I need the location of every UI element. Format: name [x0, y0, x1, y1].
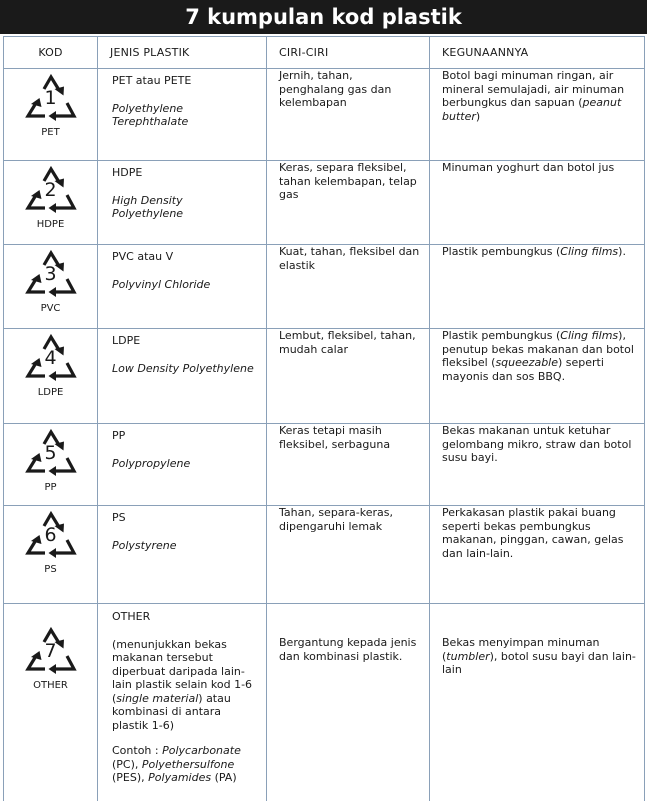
description-text: (menunjukkan bekas makanan tersebut diperbuat daripada lain-lain plastik selain kod 1-6 ( — [112, 637, 253, 705]
kod-cell — [4, 329, 98, 424]
kegunaan-text: Plastik pembungkus ( — [442, 329, 561, 342]
plastic-abbr: PP — [112, 429, 126, 442]
kegunaan-text: ) seperti mayonis dan sos BBQ. — [442, 356, 604, 383]
table-row — [4, 69, 645, 161]
kegunaan-italic: Cling films — [560, 329, 619, 342]
kegunaan-cell — [430, 161, 645, 245]
kod-cell — [4, 506, 98, 604]
example-text: (PA) — [211, 771, 237, 784]
code-label: PP — [44, 481, 57, 493]
example-text: (PC), — [112, 757, 142, 771]
kegunaan-cell — [430, 424, 645, 506]
kegunaan-text: ). — [618, 245, 626, 258]
plastic-abbr: HDPE — [112, 166, 143, 179]
example-italic: Polycarbonate — [162, 744, 241, 757]
kegunaan-text: ), botol susu bayi dan lain-lain — [442, 649, 636, 676]
plastic-fullname: Polyvinyl Chloride — [112, 277, 211, 291]
ciri-cell: Keras tetapi masih fleksibel, serbaguna — [267, 424, 430, 506]
plastic-abbr: OTHER — [112, 610, 151, 623]
recycling-symbol-icon — [23, 165, 79, 217]
code-number: 2 — [44, 179, 57, 201]
plastic-fullname: Low Density Polyethylene — [112, 361, 254, 375]
example-text: Contoh : — [112, 744, 163, 757]
jenis-cell — [98, 245, 267, 329]
jenis-cell — [98, 604, 267, 801]
code-number: 6 — [44, 524, 57, 546]
code-number: 5 — [44, 442, 57, 464]
table-row — [4, 424, 645, 506]
kegunaan-text: Perkakasan plastik pakai buang seperti bekas pembungkus makanan, pinggan, cawan, gelas dan lain-lain. — [442, 506, 624, 560]
kegunaan-text: Bekas menyimpan minuman ( — [442, 636, 600, 663]
kegunaan-cell — [430, 506, 645, 604]
jenis-cell — [98, 506, 267, 604]
kegunaan-cell — [430, 604, 645, 801]
header-ciri: CIRI-CIRI — [267, 37, 430, 69]
kegunaan-text: Minuman yoghurt dan botol jus — [442, 161, 615, 174]
kegunaan-italic: squeezable — [495, 356, 558, 369]
jenis-cell — [98, 424, 267, 506]
code-number: 7 — [44, 640, 57, 662]
recycling-symbol-icon — [23, 626, 79, 678]
kegunaan-cell — [430, 329, 645, 424]
plastic-description — [112, 638, 256, 733]
plastic-fullname: Polypropylene — [112, 456, 191, 470]
code-label: PS — [44, 563, 57, 575]
kegunaan-text: ) — [475, 109, 481, 123]
code-label: PET — [41, 126, 60, 138]
recycling-symbol-icon — [23, 428, 79, 480]
table-row — [4, 245, 645, 329]
jenis-cell — [98, 329, 267, 424]
recycling-symbol-icon — [23, 510, 79, 562]
table-header-row — [4, 37, 645, 69]
jenis-cell — [98, 161, 267, 245]
example-text: (PES), — [112, 771, 149, 784]
kegunaan-text: Plastik pembungkus ( — [442, 245, 561, 258]
plastic-fullname: Polyethylene Terephthalate — [112, 101, 189, 128]
header-jenis: JENIS PLASTIK — [98, 37, 267, 69]
description-italic: single material — [116, 691, 199, 705]
kegunaan-cell — [430, 69, 645, 161]
code-label: PVC — [40, 302, 61, 314]
ciri-cell: Jernih, tahan, penghalang gas dan kelembapan — [267, 69, 430, 161]
kod-cell — [4, 604, 98, 801]
plastic-fullname: High Density Polyethylene — [112, 193, 184, 220]
header-kegunaan: KEGUNAANNYA — [430, 37, 645, 69]
plastic-fullname: Polystyrene — [112, 538, 177, 552]
plastic-abbr: PS — [112, 511, 126, 524]
example-italic: Polyamides — [148, 771, 212, 784]
kegunaan-italic: Cling films — [560, 245, 619, 258]
kegunaan-text: ), penutup bekas makanan dan botol fleksibel ( — [442, 329, 634, 369]
plastic-abbr: LDPE — [112, 334, 141, 347]
ciri-cell: Bergantung kepada jenis dan kombinasi plastik. — [267, 604, 430, 801]
kegunaan-text: Bekas makanan untuk ketuhar gelombang mikro, straw dan botol susu bayi. — [442, 424, 632, 464]
recycling-symbol-icon — [23, 73, 79, 125]
kegunaan-italic: peanut butter — [442, 96, 622, 123]
plastic-code-table — [3, 36, 645, 801]
code-label: LDPE — [37, 386, 64, 398]
recycling-symbol-icon — [23, 249, 79, 301]
header-kod: KOD — [4, 37, 98, 69]
jenis-cell — [98, 69, 267, 161]
code-label: OTHER — [33, 679, 68, 691]
table-row — [4, 329, 645, 424]
table-row — [4, 506, 645, 604]
kegunaan-cell — [430, 245, 645, 329]
ciri-cell: Tahan, separa-keras, dipengaruhi lemak — [267, 506, 430, 604]
description-text: ) atau kombinasi di antara plastik 1-6) — [112, 691, 231, 732]
kod-cell — [4, 161, 98, 245]
kegunaan-italic: tumbler — [446, 649, 490, 663]
code-number: 3 — [44, 263, 57, 285]
code-label: HDPE — [36, 218, 65, 230]
plastic-abbr: PET atau PETE — [112, 74, 192, 87]
kod-cell — [4, 69, 98, 161]
code-number: 1 — [44, 87, 57, 109]
ciri-cell: Keras, separa fleksibel, tahan kelembapan, telap gas — [267, 161, 430, 245]
example-italic: Polyethersulfone — [141, 757, 235, 771]
code-number: 4 — [44, 347, 57, 369]
plastic-examples — [112, 744, 256, 785]
ciri-cell: Kuat, tahan, fleksibel dan elastik — [267, 245, 430, 329]
kod-cell — [4, 424, 98, 506]
plastic-abbr: PVC atau V — [112, 250, 174, 263]
table-row — [4, 161, 645, 245]
recycling-symbol-icon — [23, 333, 79, 385]
ciri-cell: Lembut, fleksibel, tahan, mudah calar — [267, 329, 430, 424]
kegunaan-text: Botol bagi minuman ringan, air mineral semulajadi, air minuman berbungkus dan sapuan ( — [442, 69, 625, 109]
page-title: 7 kumpulan kod plastik — [0, 0, 647, 34]
table-row — [4, 604, 645, 801]
kod-cell — [4, 245, 98, 329]
